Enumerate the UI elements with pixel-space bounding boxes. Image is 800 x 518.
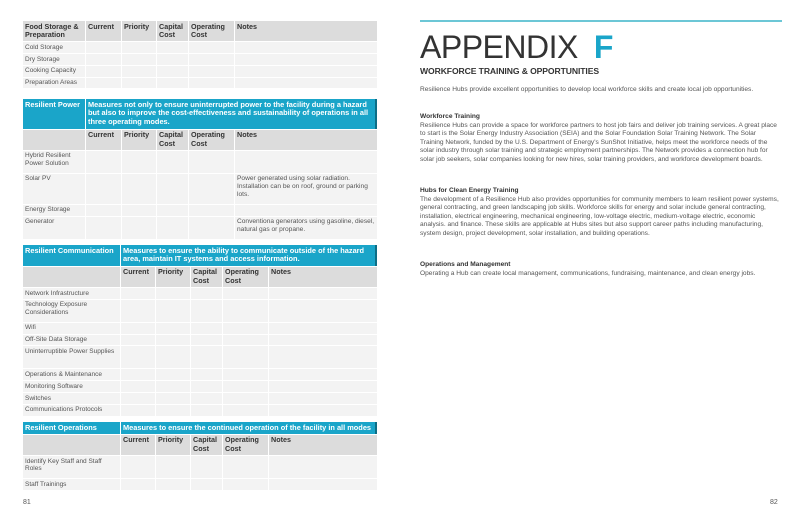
table-row xyxy=(23,42,377,53)
table-row xyxy=(23,217,377,239)
page-title xyxy=(420,31,613,63)
section-body: Operating a Hub can create local management, communications, fundraising, maintenance, and clean energy jobs. xyxy=(420,269,756,277)
col-notes: Notes xyxy=(269,267,377,287)
col-priority: Priority xyxy=(122,130,156,150)
section-description: Measures to ensure the ability to communicate outside of the hazard area, maintain IT systems and access information. xyxy=(121,245,377,266)
table-row xyxy=(23,78,377,89)
table-row xyxy=(23,205,377,216)
col-current: Current xyxy=(86,130,121,150)
appendix-letter: F xyxy=(593,29,613,65)
col-capital-cost: Capital Cost xyxy=(157,130,188,150)
row-label: Hybrid Resilient Power Solution xyxy=(23,151,85,173)
section-header xyxy=(23,422,377,434)
section-title: Resilient Communication xyxy=(23,245,120,266)
section-clean-energy-training xyxy=(420,187,780,239)
row-notes: Power generated using solar radiation. Installation can be on roof, ground or parking lots. xyxy=(235,174,377,204)
section-description: Measures not only to ensure uninterrupted power to the facility during a hazard but also to improve the cost-effectiveness and sustainability of operations in all three operating modes. xyxy=(86,99,377,129)
col-priority: Priority xyxy=(156,267,190,287)
table-row xyxy=(23,381,377,392)
resilient-operations-table xyxy=(22,421,378,491)
table-header-row xyxy=(23,21,377,41)
row-label: Dry Storage xyxy=(23,54,85,65)
section-title: Resilient Operations xyxy=(23,422,120,434)
col-notes: Notes xyxy=(235,130,377,150)
section-body: The development of a Resilience Hub also provides opportunities for community members to learn resilient power systems, general contracting, and green landscaping job skills. Workforce skills for energy and solar include general contracting, installation, electrical engineering, mechanical engineering, low-voltage electric, medium-voltage electric, economic analysis. and finance. These skills are applicable at Hubs sites but also support career paths including manufacturing, system design, project development, solar installation, and building operations. xyxy=(420,195,779,237)
col-current: Current xyxy=(86,21,121,41)
table-row xyxy=(23,369,377,380)
table-row xyxy=(23,335,377,346)
header-rule xyxy=(420,20,782,22)
table-row xyxy=(23,151,377,173)
row-label: Cold Storage xyxy=(23,42,85,53)
col-current: Current xyxy=(121,435,155,455)
section-title: Food Storage & Preparation xyxy=(23,21,85,41)
row-label: Preparation Areas xyxy=(23,78,85,89)
section-description: Measures to ensure the continued operation of the facility in all modes xyxy=(121,422,377,434)
table-row xyxy=(23,323,377,334)
row-label: Off-Site Data Storage xyxy=(23,335,120,346)
row-notes: Conventiona generators using gasoline, diesel, natural gas or propane. xyxy=(235,217,377,239)
section-heading: Workforce Training xyxy=(420,113,480,120)
row-label: Communications Protocols xyxy=(23,405,120,416)
page-number: 82 xyxy=(770,499,778,506)
row-label: Switches xyxy=(23,393,120,404)
page-number: 81 xyxy=(23,499,31,506)
section-title: Resilient Power xyxy=(23,99,85,129)
table-row xyxy=(23,405,377,416)
appendix-label: APPENDIX xyxy=(420,29,578,65)
page-subtitle: WORKFORCE TRAINING & OPPORTUNITIES xyxy=(420,66,599,76)
row-label: Operations & Maintenance xyxy=(23,369,120,380)
col-operating-cost: Operating Cost xyxy=(189,130,234,150)
col-operating-cost: Operating Cost xyxy=(223,267,268,287)
row-label: Network Infrastructure xyxy=(23,288,120,299)
col-capital-cost: Capital Cost xyxy=(191,267,222,287)
col-priority: Priority xyxy=(156,435,190,455)
row-notes xyxy=(235,205,377,216)
row-notes xyxy=(235,151,377,173)
row-label: Monitoring Software xyxy=(23,381,120,392)
row-label: Solar PV xyxy=(23,174,85,204)
table-row xyxy=(23,300,377,322)
col-capital-cost: Capital Cost xyxy=(157,21,188,41)
table-row xyxy=(23,479,377,490)
resilient-power-table xyxy=(22,98,378,240)
table-row xyxy=(23,393,377,404)
table-row xyxy=(23,54,377,65)
right-page xyxy=(400,0,800,518)
col-capital-cost: Capital Cost xyxy=(191,435,222,455)
col-notes: Notes xyxy=(269,435,377,455)
section-header xyxy=(23,245,377,266)
section-heading: Hubs for Clean Energy Training xyxy=(420,187,519,194)
table-row xyxy=(23,346,377,368)
table-row xyxy=(23,174,377,204)
intro-paragraph: Resilience Hubs provide excellent opportunities to develop local workforce skills and create local job opportunities. xyxy=(420,86,754,93)
section-body: Resilience Hubs can provide a space for workforce partners to host job fairs and deliver job training services. A great place to start is the Solar Energy Industry Association (SEIA) and the Solar Foundation Solar Training Network. The Solar Training Network, funded by the U.S. Department of Energy's SunShot Initiative, helps meet the workforce needs of the solar industry through solar training and strategic employment partnerships. The Network provides a connection hub for solar job seekers, solar companies looking for new hires, solar training providers, and workforce development boards. xyxy=(420,121,777,163)
table-row xyxy=(23,66,377,77)
col-operating-cost: Operating Cost xyxy=(223,435,268,455)
col-priority: Priority xyxy=(122,21,156,41)
row-label: Cooking Capacity xyxy=(23,66,85,77)
row-label: Identify Key Staff and Staff Roles xyxy=(23,456,120,478)
row-label: Technology Exposure Considerations xyxy=(23,300,120,322)
food-storage-table xyxy=(22,20,378,89)
table-row xyxy=(23,456,377,478)
table-header-row xyxy=(23,267,377,287)
row-label: Uninterruptible Power Supplies xyxy=(23,346,120,368)
table-row xyxy=(23,288,377,299)
col-notes: Notes xyxy=(235,21,377,41)
row-label: Generator xyxy=(23,217,85,239)
resilient-communication-table xyxy=(22,244,378,417)
table-header-row xyxy=(23,435,377,455)
section-header xyxy=(23,99,377,129)
row-label: Wifi xyxy=(23,323,120,334)
section-heading: Operations and Management xyxy=(420,261,511,268)
section-workforce-training xyxy=(420,113,780,165)
col-operating-cost: Operating Cost xyxy=(189,21,234,41)
col-current: Current xyxy=(121,267,155,287)
table-header-row xyxy=(23,130,377,150)
section-operations-management xyxy=(420,261,780,278)
row-label: Staff Trainings xyxy=(23,479,120,490)
row-label: Energy Storage xyxy=(23,205,85,216)
